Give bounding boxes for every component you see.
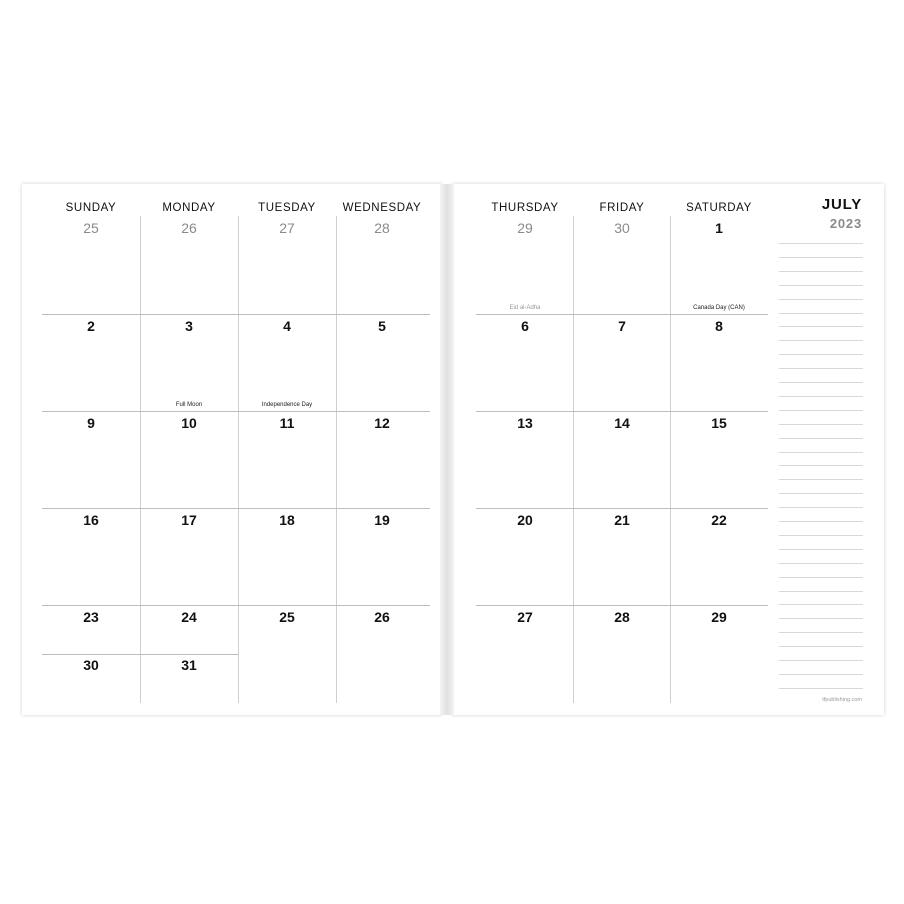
day-number[interactable]: 25 bbox=[83, 220, 99, 236]
day-number[interactable]: 24 bbox=[181, 609, 197, 625]
day-number[interactable]: 16 bbox=[83, 512, 99, 528]
grid-line bbox=[573, 216, 574, 703]
note-line bbox=[779, 368, 863, 369]
day-number[interactable]: 27 bbox=[279, 220, 295, 236]
day-number[interactable]: 29 bbox=[711, 609, 727, 625]
note-line bbox=[779, 479, 863, 480]
day-number[interactable]: 8 bbox=[715, 318, 723, 334]
day-number[interactable]: 5 bbox=[378, 318, 386, 334]
weekday-header: WEDNESDAY bbox=[342, 202, 422, 214]
day-number[interactable]: 6 bbox=[521, 318, 529, 334]
event-eid-al-adha: Eid al-Adha bbox=[509, 305, 541, 311]
note-line bbox=[779, 646, 863, 647]
grid-line bbox=[476, 411, 768, 412]
grid-line bbox=[42, 411, 430, 412]
grid-line bbox=[42, 605, 430, 606]
note-line bbox=[779, 632, 863, 633]
note-line bbox=[779, 465, 863, 466]
day-number[interactable]: 2 bbox=[87, 318, 95, 334]
publisher-credit: tfpublishing.com bbox=[822, 697, 862, 703]
note-line bbox=[779, 549, 863, 550]
note-line bbox=[779, 688, 863, 689]
day-number[interactable]: 13 bbox=[517, 415, 533, 431]
day-number[interactable]: 30 bbox=[614, 220, 630, 236]
note-line bbox=[779, 396, 863, 397]
day-number[interactable]: 19 bbox=[374, 512, 390, 528]
note-line bbox=[779, 257, 863, 258]
day-number[interactable]: 26 bbox=[181, 220, 197, 236]
note-line bbox=[779, 521, 863, 522]
day-number[interactable]: 11 bbox=[279, 415, 295, 431]
event-independence-day: Independence Day bbox=[261, 402, 313, 408]
note-line bbox=[779, 354, 863, 355]
note-line bbox=[779, 591, 863, 592]
day-number[interactable]: 29 bbox=[517, 220, 533, 236]
note-line bbox=[779, 535, 863, 536]
note-line bbox=[779, 452, 863, 453]
note-line bbox=[779, 271, 863, 272]
grid-line bbox=[476, 314, 768, 315]
note-line bbox=[779, 382, 863, 383]
note-line bbox=[779, 424, 863, 425]
note-line bbox=[779, 674, 863, 675]
weekday-header: THURSDAY bbox=[491, 202, 559, 214]
weekday-header: FRIDAY bbox=[599, 202, 645, 214]
note-line bbox=[779, 285, 863, 286]
day-number[interactable]: 25 bbox=[279, 609, 295, 625]
day-number[interactable]: 22 bbox=[711, 512, 727, 528]
weekday-header: SATURDAY bbox=[686, 202, 752, 214]
day-number[interactable]: 20 bbox=[517, 512, 533, 528]
note-line bbox=[779, 618, 863, 619]
day-number[interactable]: 15 bbox=[711, 415, 727, 431]
day-number[interactable]: 14 bbox=[614, 415, 630, 431]
grid-line bbox=[476, 508, 768, 509]
grid-line bbox=[42, 654, 238, 655]
grid-line bbox=[336, 216, 337, 703]
grid-line bbox=[42, 314, 430, 315]
note-line bbox=[779, 313, 863, 314]
weekday-header: SUNDAY bbox=[65, 202, 117, 214]
day-number[interactable]: 28 bbox=[614, 609, 630, 625]
note-line bbox=[779, 604, 863, 605]
note-line bbox=[779, 660, 863, 661]
day-number[interactable]: 21 bbox=[614, 512, 630, 528]
grid-line bbox=[238, 216, 239, 703]
day-number[interactable]: 7 bbox=[618, 318, 626, 334]
day-number[interactable]: 1 bbox=[715, 220, 723, 236]
event-full-moon: Full Moon bbox=[175, 402, 203, 408]
day-number[interactable]: 30 bbox=[83, 657, 99, 673]
day-number[interactable]: 17 bbox=[181, 512, 197, 528]
note-line bbox=[779, 493, 863, 494]
weekday-header: TUESDAY bbox=[258, 202, 316, 214]
note-line bbox=[779, 326, 863, 327]
grid-line bbox=[670, 216, 671, 703]
right-page bbox=[452, 184, 884, 715]
day-number[interactable]: 26 bbox=[374, 609, 390, 625]
day-number[interactable]: 9 bbox=[87, 415, 95, 431]
note-line bbox=[779, 438, 863, 439]
day-number[interactable]: 3 bbox=[185, 318, 193, 334]
note-line bbox=[779, 243, 863, 244]
event-canada-day: Canada Day (CAN) bbox=[693, 305, 745, 311]
day-number[interactable]: 10 bbox=[181, 415, 197, 431]
grid-line bbox=[476, 605, 768, 606]
day-number[interactable]: 27 bbox=[517, 609, 533, 625]
day-number[interactable]: 18 bbox=[279, 512, 295, 528]
note-line bbox=[779, 577, 863, 578]
binding-gutter bbox=[440, 184, 454, 715]
month-year: 2023 bbox=[829, 216, 862, 231]
day-number[interactable]: 4 bbox=[283, 318, 291, 334]
day-number[interactable]: 28 bbox=[374, 220, 390, 236]
note-line bbox=[779, 299, 863, 300]
weekday-header: MONDAY bbox=[162, 202, 216, 214]
note-line bbox=[779, 507, 863, 508]
day-number[interactable]: 31 bbox=[181, 657, 197, 673]
note-line bbox=[779, 563, 863, 564]
day-number[interactable]: 12 bbox=[374, 415, 390, 431]
note-line bbox=[779, 410, 863, 411]
note-line bbox=[779, 340, 863, 341]
left-page bbox=[22, 184, 442, 715]
grid-line bbox=[140, 216, 141, 703]
day-number[interactable]: 23 bbox=[83, 609, 99, 625]
month-title: JULY bbox=[821, 196, 862, 213]
grid-line bbox=[42, 508, 430, 509]
